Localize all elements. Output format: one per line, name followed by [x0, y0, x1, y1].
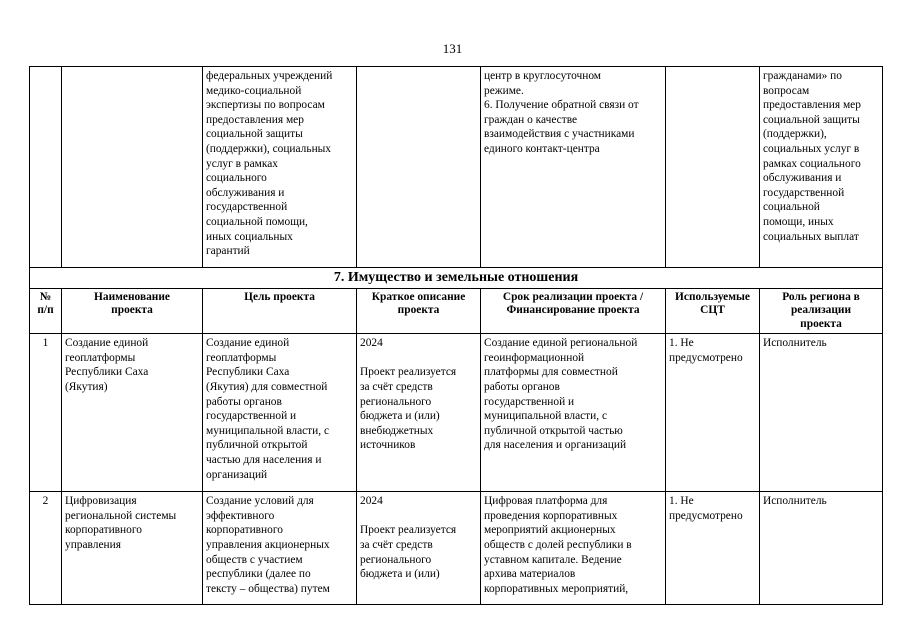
- cell-number: 2: [30, 492, 62, 605]
- header-technologies: Используемые СЦТ: [666, 289, 760, 334]
- cell-role: гражданами» по вопросам предоставления мер социальной защиты (поддержки), социальных услуг в рамках социального обслуживания и государственной социальной помощи, иных социальных выплат: [760, 67, 883, 268]
- cell-role: Исполнитель: [760, 334, 883, 492]
- header-description: Краткое описание проекта: [357, 289, 481, 334]
- cell-term: центр в круглосуточном режиме. 6. Получение обратной связи от граждан о качестве взаимодействия с участниками единого контакт-центра: [481, 67, 666, 268]
- cell-number: 1: [30, 334, 62, 492]
- table-row: [30, 334, 883, 492]
- cell-project-name: Цифровизация региональной системы корпоративного управления: [62, 492, 203, 605]
- cell-project-name: [62, 67, 203, 268]
- header-project-name: Наименование проекта: [62, 289, 203, 334]
- header-term: Срок реализации проекта / Финансирование проекта: [481, 289, 666, 334]
- cell-project-goal: Создание условий для эффективного корпоративного управления акционерных обществ с участием республики (далее по тексту – общества) путем: [203, 492, 357, 605]
- cell-term: Цифровая платформа для проведения корпоративных мероприятий акционерных обществ с долей республики в уставном капитале. Ведение архива материалов корпоративных мероприятий,: [481, 492, 666, 605]
- header-project-goal: Цель проекта: [203, 289, 357, 334]
- cell-project-name: Создание единой геоплатформы Республики Саха (Якутия): [62, 334, 203, 492]
- cell-description: [357, 67, 481, 268]
- header-role: Роль региона в реализации проекта: [760, 289, 883, 334]
- cell-project-goal: федеральных учреждений медико-социальной экспертизы по вопросам предоставления мер социальной защиты (поддержки), социальных услуг в рамках социального обслуживания и государственной социальной помощи, иных социальных гарантий: [203, 67, 357, 268]
- cell-technologies: [666, 67, 760, 268]
- header-number: № п/п: [30, 289, 62, 334]
- cell-description: 2024 Проект реализуется за счёт средств регионального бюджета и (или): [357, 492, 481, 605]
- page-number: 131: [442, 41, 463, 56]
- header-row: [30, 289, 883, 334]
- section-title: 7. Имущество и земельные отношения: [30, 268, 883, 289]
- table-row: [30, 492, 883, 605]
- cell-technologies: 1. Не предусмотрено: [666, 334, 760, 492]
- cell-project-goal: Создание единой геоплатформы Республики Саха (Якутия) для совместной работы органов государственной и муниципальной власти, с публичной открытой частью для населения и организаций: [203, 334, 357, 492]
- cell-technologies: 1. Не предусмотрено: [666, 492, 760, 605]
- cell-description: 2024 Проект реализуется за счёт средств регионального бюджета и (или) внебюджетных источников: [357, 334, 481, 492]
- cell-term: Создание единой региональной геоинформационной платформы для совместной работы органов государственной и муниципальной власти, с публичной открытой частью для населения и организаций: [481, 334, 666, 492]
- cell-role: Исполнитель: [760, 492, 883, 605]
- projects-table: [29, 66, 883, 605]
- cell-number: [30, 67, 62, 268]
- continuation-row: [30, 67, 883, 268]
- section-title-row: [30, 268, 883, 289]
